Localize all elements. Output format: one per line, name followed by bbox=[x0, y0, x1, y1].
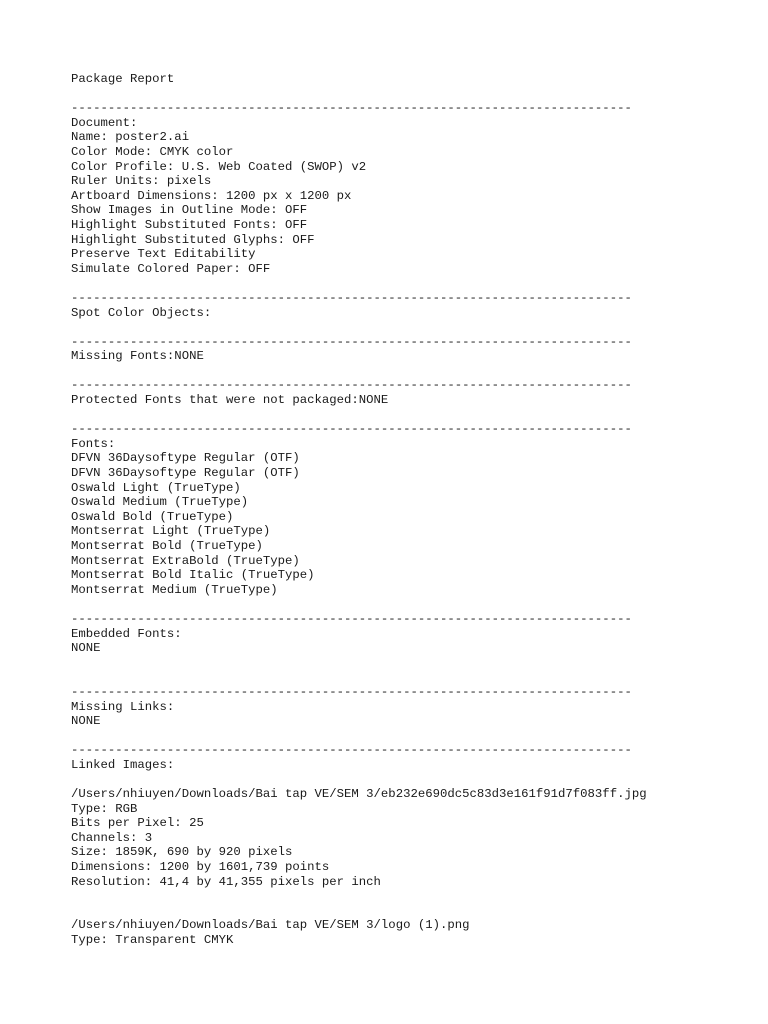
document-color-profile: Color Profile: U.S. Web Coated (SWOP) v2 bbox=[71, 159, 367, 174]
document-outline-mode: Show Images in Outline Mode: OFF bbox=[71, 203, 308, 218]
missing-fonts-heading: Missing Fonts:NONE bbox=[71, 349, 204, 364]
package-report bbox=[71, 72, 751, 948]
document-simulate-paper: Simulate Colored Paper: OFF bbox=[71, 261, 271, 276]
linked-image-bits: Bits per Pixel: 25 bbox=[71, 816, 204, 831]
font-item: Oswald Medium (TrueType) bbox=[71, 495, 249, 510]
protected-fonts-heading: Protected Fonts that were not packaged:NONE bbox=[71, 393, 389, 408]
linked-image-entry bbox=[71, 918, 751, 947]
section-divider: ---------------------------------------------------------------------------- bbox=[71, 684, 632, 699]
font-item: Montserrat Bold (TrueType) bbox=[71, 539, 263, 553]
font-item: Montserrat ExtraBold (TrueType) bbox=[71, 553, 300, 568]
linked-image-size: Size: 1859K, 690 by 920 pixels bbox=[71, 845, 293, 860]
missing-links-value: NONE bbox=[71, 714, 101, 729]
font-item: Montserrat Medium (TrueType) bbox=[71, 582, 278, 597]
font-item: DFVN 36Daysoftype Regular (OTF) bbox=[71, 466, 300, 481]
font-item: Oswald Bold (TrueType) bbox=[71, 509, 234, 524]
font-item: Oswald Light (TrueType) bbox=[71, 480, 241, 495]
linked-image-type: Type: RGB bbox=[71, 801, 138, 816]
section-divider: ---------------------------------------------------------------------------- bbox=[71, 743, 632, 758]
section-divider: ---------------------------------------------------------------------------- bbox=[71, 290, 632, 305]
embedded-fonts-value: NONE bbox=[71, 641, 101, 656]
document-highlight-glyphs: Highlight Substituted Glyphs: OFF bbox=[71, 232, 315, 247]
linked-image-path: /Users/nhiuyen/Downloads/Bai tap VE/SEM 3/eb232e690dc5c83d3e161f91d7f083ff.jpg bbox=[71, 787, 647, 802]
section-divider: ---------------------------------------------------------------------------- bbox=[71, 611, 632, 626]
section-divider: ---------------------------------------------------------------------------- bbox=[71, 334, 632, 349]
font-item: Montserrat Light (TrueType) bbox=[71, 524, 271, 539]
fonts-heading: Fonts: bbox=[71, 436, 116, 451]
linked-image-entry bbox=[71, 787, 751, 889]
document-artboard-dimensions: Artboard Dimensions: 1200 px x 1200 px bbox=[71, 188, 352, 203]
embedded-fonts-heading: Embedded Fonts: bbox=[71, 626, 182, 641]
document-heading: Document: bbox=[71, 115, 138, 130]
section-divider: ---------------------------------------------------------------------------- bbox=[71, 101, 632, 116]
font-item: DFVN 36Daysoftype Regular (OTF) bbox=[71, 451, 300, 466]
section-divider: ---------------------------------------------------------------------------- bbox=[71, 378, 632, 393]
document-preserve-text: Preserve Text Editability bbox=[71, 247, 256, 262]
document-highlight-fonts: Highlight Substituted Fonts: OFF bbox=[71, 217, 308, 232]
section-divider: ---------------------------------------------------------------------------- bbox=[71, 422, 632, 437]
missing-links-heading: Missing Links: bbox=[71, 699, 175, 714]
linked-image-path: /Users/nhiuyen/Downloads/Bai tap VE/SEM 3/logo (1).png bbox=[71, 918, 470, 933]
linked-image-resolution: Resolution: 41,4 by 41,355 pixels per inch bbox=[71, 874, 381, 889]
document-color-mode: Color Mode: CMYK color bbox=[71, 144, 234, 159]
document-name: Name: poster2.ai bbox=[71, 130, 190, 145]
font-item: Montserrat Bold Italic (TrueType) bbox=[71, 568, 315, 583]
linked-images-heading: Linked Images: bbox=[71, 757, 175, 772]
linked-image-dimensions: Dimensions: 1200 by 1601,739 points bbox=[71, 860, 330, 875]
document-ruler-units: Ruler Units: pixels bbox=[71, 174, 212, 189]
spot-color-heading: Spot Color Objects: bbox=[71, 305, 212, 320]
report-title: Package Report bbox=[71, 72, 175, 86]
linked-image-channels: Channels: 3 bbox=[71, 830, 153, 845]
linked-image-type: Type: Transparent CMYK bbox=[71, 933, 234, 948]
